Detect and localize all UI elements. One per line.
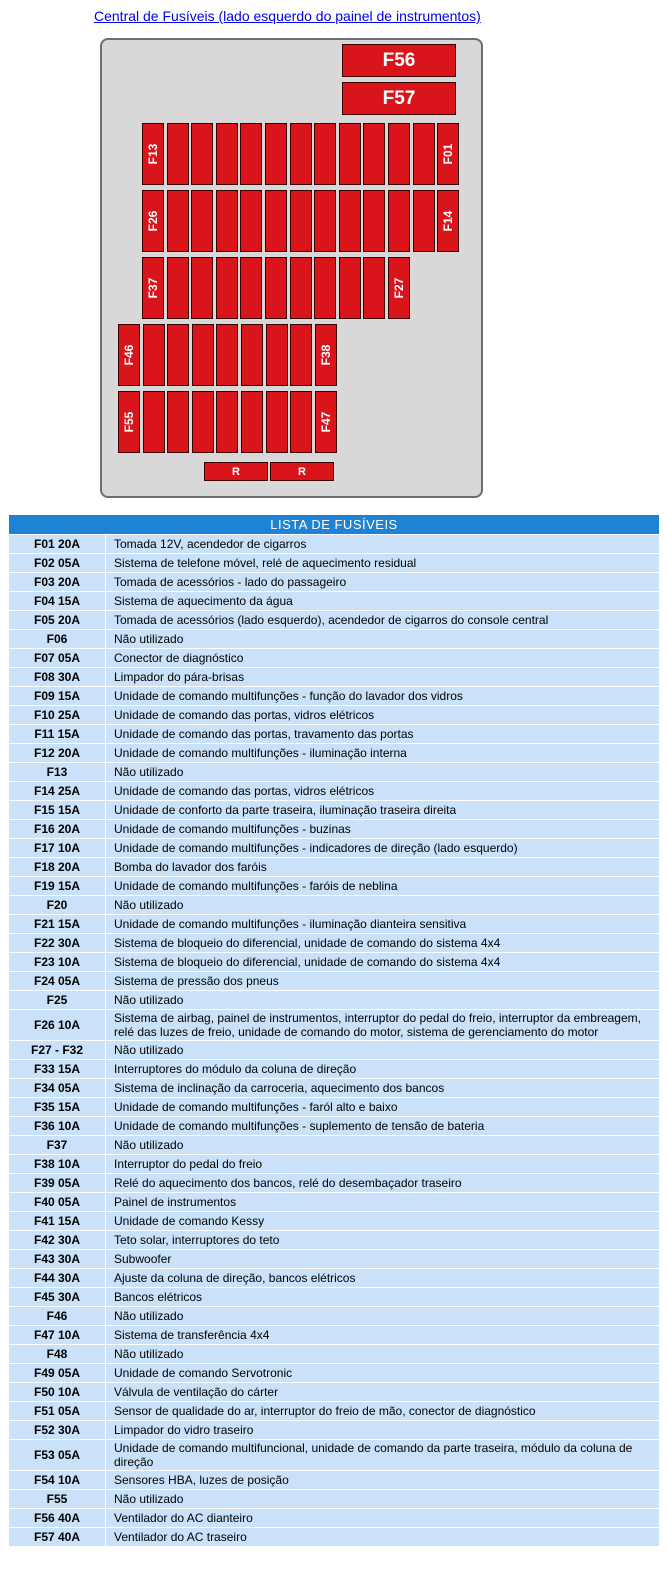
fuse-code: F09 15A [9, 687, 106, 706]
fuse-r5-0-label: F55 [122, 411, 136, 433]
fuse-description: Bancos elétricos [106, 1288, 660, 1307]
fuse-description: Sistema de telefone móvel, relé de aquecimento residual [106, 554, 660, 573]
fuse-r5-3[interactable] [192, 391, 214, 453]
fuse-description: Unidade de conforto da parte traseira, iluminação traseira direita [106, 801, 660, 820]
table-row [9, 1117, 660, 1136]
fuse-r4-4[interactable] [216, 324, 238, 386]
fuse-description: Não utilizado [106, 1041, 660, 1060]
fuse-r3-10[interactable] [388, 257, 410, 319]
fuse-code: F47 10A [9, 1326, 106, 1345]
table-row [9, 801, 660, 820]
table-row [9, 1212, 660, 1231]
table-row [9, 1136, 660, 1155]
fuse-r3-0[interactable] [142, 257, 164, 319]
fuse-code: F39 05A [9, 1174, 106, 1193]
fuse-code: F15 15A [9, 801, 106, 820]
fuse-r1-7[interactable] [314, 123, 336, 185]
fuse-description: Unidade de comando multifunções - iluminação interna [106, 744, 660, 763]
fuse-description: Unidade de comando multifunções - função do lavador dos vidros [106, 687, 660, 706]
table-row [9, 687, 660, 706]
fuse-description: Sistema de aquecimento da água [106, 592, 660, 611]
fuse-description: Unidade de comando Servotronic [106, 1364, 660, 1383]
relay-label: R [298, 465, 306, 478]
fuse-description: Interruptor do pedal do freio [106, 1155, 660, 1174]
table-row [9, 706, 660, 725]
fuse-code: F22 30A [9, 934, 106, 953]
fuse-r2-10[interactable] [388, 190, 410, 252]
fuse-code: F57 40A [9, 1528, 106, 1547]
fuse-r5-1[interactable] [143, 391, 165, 453]
table-row [9, 972, 660, 991]
fuse-code: F40 05A [9, 1193, 106, 1212]
fuse-description: Painel de instrumentos [106, 1193, 660, 1212]
fuse-description: Conector de diagnóstico [106, 649, 660, 668]
fuse-description: Ventilador do AC traseiro [106, 1528, 660, 1547]
fuse-code: F14 25A [9, 782, 106, 801]
fuse-code: F41 15A [9, 1212, 106, 1231]
fuse-r1-10[interactable] [388, 123, 410, 185]
table-row [9, 1079, 660, 1098]
fuse-code: F34 05A [9, 1079, 106, 1098]
fuse-code: F17 10A [9, 839, 106, 858]
fuse-description: Sistema de bloqueio do diferencial, unidade de comando do sistema 4x4 [106, 934, 660, 953]
fuse-r5-8[interactable] [315, 391, 337, 453]
table-row [9, 1490, 660, 1509]
fuse-r2-6[interactable] [290, 190, 312, 252]
fuse-description: Subwoofer [106, 1250, 660, 1269]
fuse-r4-5[interactable] [241, 324, 263, 386]
fuse-description: Unidade de comando das portas, travamento das portas [106, 725, 660, 744]
fuse-description: Unidade de comando multifunções - faróis de neblina [106, 877, 660, 896]
fuse-description: Válvula de ventilação do cárter [106, 1383, 660, 1402]
table-row [9, 668, 660, 687]
fuse-r3-4[interactable] [240, 257, 262, 319]
fuse-code: F20 [9, 896, 106, 915]
fuse-description: Teto solar, interruptores do teto [106, 1231, 660, 1250]
fuse-code: F02 05A [9, 554, 106, 573]
table-row [9, 725, 660, 744]
fuse-description: Unidade de comando multifunções - iluminação dianteira sensitiva [106, 915, 660, 934]
table-row [9, 1440, 660, 1471]
fuse-code: F01 20A [9, 535, 106, 554]
table-row [9, 1098, 660, 1117]
table-row [9, 896, 660, 915]
fuse-code: F48 [9, 1345, 106, 1364]
fuse-r1-4[interactable] [240, 123, 262, 185]
big-fuse-label: F56 [382, 49, 416, 71]
table-row [9, 991, 660, 1010]
table-row [9, 1041, 660, 1060]
table-row [9, 744, 660, 763]
fuse-r1-9[interactable] [363, 123, 385, 185]
fuse-r4-7[interactable] [290, 324, 312, 386]
fuse-description: Tomada de acessórios - lado do passageiro [106, 573, 660, 592]
fuse-code: F37 [9, 1136, 106, 1155]
fuse-description: Tomada 12V, acendedor de cigarros [106, 535, 660, 554]
table-row [9, 1155, 660, 1174]
table-row [9, 1402, 660, 1421]
fuse-r1-8[interactable] [339, 123, 361, 185]
fuse-description: Unidade de comando multifuncional, unidade de comando da parte traseira, módulo da coluna de direção [106, 1440, 660, 1471]
fuse-code: F36 10A [9, 1117, 106, 1136]
fuse-code: F11 15A [9, 725, 106, 744]
fuse-r2-11[interactable] [413, 190, 435, 252]
fuse-r4-1[interactable] [143, 324, 165, 386]
fuse-list-table [8, 514, 660, 1547]
fuse-code: F38 10A [9, 1155, 106, 1174]
table-row [9, 782, 660, 801]
fuse-code: F53 05A [9, 1440, 106, 1471]
fuse-code: F43 30A [9, 1250, 106, 1269]
fuse-r2-0-label: F26 [146, 210, 160, 232]
fuse-description: Não utilizado [106, 991, 660, 1010]
table-row [9, 915, 660, 934]
fuse-r2-5[interactable] [265, 190, 287, 252]
fuse-r2-1[interactable] [167, 190, 189, 252]
fuse-r4-8[interactable] [315, 324, 337, 386]
fuse-description: Não utilizado [106, 1490, 660, 1509]
table-row [9, 1471, 660, 1490]
fuse-r5-4[interactable] [216, 391, 238, 453]
table-row [9, 820, 660, 839]
fuse-description: Relé do aquecimento dos bancos, relé do desembaçador traseiro [106, 1174, 660, 1193]
table-row [9, 1421, 660, 1440]
table-row [9, 535, 660, 554]
fuse-code: F44 30A [9, 1269, 106, 1288]
table-row [9, 1326, 660, 1345]
fuse-description: Sistema de airbag, painel de instrumentos, interruptor do pedal do freio, interruptor da embreagem, relé das luzes de freio, unidade de comando do motor, sistema de gerenciamento do motor [106, 1010, 660, 1041]
fuse-r3-5[interactable] [265, 257, 287, 319]
fuse-code: F23 10A [9, 953, 106, 972]
table-row [9, 1345, 660, 1364]
fuse-r1-0[interactable] [142, 123, 164, 185]
fuse-r5-0[interactable] [118, 391, 140, 453]
fuse-description: Unidade de comando das portas, vidros elétricos [106, 706, 660, 725]
fuse-code: F04 15A [9, 592, 106, 611]
fuse-description: Ajuste da coluna de direção, bancos elétricos [106, 1269, 660, 1288]
fuse-description: Ventilador do AC dianteiro [106, 1509, 660, 1528]
big-fuse-f57[interactable] [342, 82, 456, 115]
fuse-r4-8-label: F38 [318, 344, 333, 366]
fuse-code: F21 15A [9, 915, 106, 934]
table-row [9, 839, 660, 858]
fuse-r2-8[interactable] [339, 190, 361, 252]
table-row [9, 1193, 660, 1212]
table-row [9, 763, 660, 782]
fuse-code: F51 05A [9, 1402, 106, 1421]
fuse-code: F46 [9, 1307, 106, 1326]
table-row [9, 1269, 660, 1288]
fuse-r3-1[interactable] [167, 257, 189, 319]
fuse-description: Interruptores do módulo da coluna de direção [106, 1060, 660, 1079]
fuse-code: F10 25A [9, 706, 106, 725]
big-fuse-label: F57 [382, 87, 416, 109]
table-row [9, 1060, 660, 1079]
fuse-code: F19 15A [9, 877, 106, 896]
fuse-r2-4[interactable] [240, 190, 262, 252]
fuse-code: F33 15A [9, 1060, 106, 1079]
fuse-r3-7[interactable] [314, 257, 336, 319]
fusebox-title-link[interactable]: Central de Fusíveis (lado esquerdo do painel de instrumentos) [94, 8, 481, 24]
fuse-code: F49 05A [9, 1364, 106, 1383]
fuse-description: Unidade de comando multifunções - indicadores de direção (lado esquerdo) [106, 839, 660, 858]
fuse-code: F52 30A [9, 1421, 106, 1440]
fuse-description: Sensores HBA, luzes de posição [106, 1471, 660, 1490]
fuse-r4-2[interactable] [167, 324, 189, 386]
fuse-description: Tomada de acessórios (lado esquerdo), acendedor de cigarros do console central [106, 611, 660, 630]
fuse-code: F06 [9, 630, 106, 649]
fuse-r2-0[interactable] [142, 190, 164, 252]
fuse-description: Unidade de comando multifunções - suplemento de tensão de bateria [106, 1117, 660, 1136]
fuse-r2-7[interactable] [314, 190, 336, 252]
relay-1[interactable] [204, 462, 268, 481]
fuse-description: Limpador do vidro traseiro [106, 1421, 660, 1440]
fuse-code: F35 15A [9, 1098, 106, 1117]
fuse-code: F08 30A [9, 668, 106, 687]
fuse-code: F50 10A [9, 1383, 106, 1402]
fuse-description: Bomba do lavador dos faróis [106, 858, 660, 877]
fuse-description: Unidade de comando multifunções - faról alto e baixo [106, 1098, 660, 1117]
fuse-r3-2[interactable] [191, 257, 213, 319]
fuse-r2-3[interactable] [216, 190, 238, 252]
relay-2[interactable] [270, 462, 334, 481]
fuse-r2-9[interactable] [363, 190, 385, 252]
table-row [9, 554, 660, 573]
fuse-description: Não utilizado [106, 1307, 660, 1326]
table-row [9, 953, 660, 972]
fuse-code: F26 10A [9, 1010, 106, 1041]
fuse-code: F12 20A [9, 744, 106, 763]
fusebox-diagram [100, 38, 483, 498]
table-row [9, 1174, 660, 1193]
fuse-r2-12-label: F14 [441, 210, 456, 232]
fuse-code: F24 05A [9, 972, 106, 991]
fuse-r1-12-label: F01 [441, 143, 456, 165]
fuse-r5-5[interactable] [241, 391, 263, 453]
table-row [9, 573, 660, 592]
table-row [9, 1231, 660, 1250]
table-row [9, 611, 660, 630]
table-row [9, 934, 660, 953]
table-row [9, 877, 660, 896]
fuse-description: Sistema de inclinação da carroceria, aquecimento dos bancos [106, 1079, 660, 1098]
fuse-description: Unidade de comando das portas, vidros elétricos [106, 782, 660, 801]
table-row [9, 1288, 660, 1307]
fuse-r5-6[interactable] [266, 391, 288, 453]
fuse-code: F45 30A [9, 1288, 106, 1307]
fuse-description: Sistema de pressão dos pneus [106, 972, 660, 991]
table-row [9, 1307, 660, 1326]
relay-label: R [232, 465, 240, 478]
fuse-description: Sistema de transferência 4x4 [106, 1326, 660, 1345]
fuse-r1-1[interactable] [167, 123, 189, 185]
fuse-description: Não utilizado [106, 1345, 660, 1364]
fuse-r4-6[interactable] [266, 324, 288, 386]
fuse-list-header: LISTA DE FUSÍVEIS [9, 515, 660, 535]
fuse-code: F03 20A [9, 573, 106, 592]
fuse-code: F54 10A [9, 1471, 106, 1490]
fuse-code: F05 20A [9, 611, 106, 630]
fuse-r3-3[interactable] [216, 257, 238, 319]
table-row [9, 1383, 660, 1402]
table-row [9, 1509, 660, 1528]
table-row [9, 630, 660, 649]
table-row [9, 649, 660, 668]
fuse-r1-3[interactable] [216, 123, 238, 185]
fuse-description: Não utilizado [106, 896, 660, 915]
fuse-code: F42 30A [9, 1231, 106, 1250]
table-row [9, 1364, 660, 1383]
fuse-r4-3[interactable] [192, 324, 214, 386]
fuse-code: F27 - F32 [9, 1041, 106, 1060]
big-fuse-f56[interactable] [342, 44, 456, 77]
fuse-r1-0-label: F13 [146, 143, 160, 165]
fuse-code: F18 20A [9, 858, 106, 877]
fuse-r5-8-label: F47 [318, 411, 333, 433]
fuse-r1-12[interactable] [437, 123, 459, 185]
fuse-r3-6[interactable] [290, 257, 312, 319]
fuse-code: F56 40A [9, 1509, 106, 1528]
fuse-r3-9[interactable] [363, 257, 385, 319]
fuse-r5-2[interactable] [167, 391, 189, 453]
fuse-description: Não utilizado [106, 630, 660, 649]
fuse-description: Não utilizado [106, 1136, 660, 1155]
table-row [9, 1010, 660, 1041]
fuse-r4-0-label: F46 [122, 344, 136, 366]
fuse-r3-0-label: F37 [146, 277, 160, 299]
table-row [9, 1250, 660, 1269]
fuse-description: Unidade de comando multifunções - buzinas [106, 820, 660, 839]
fuse-r4-0[interactable] [118, 324, 140, 386]
table-row [9, 592, 660, 611]
fuse-r1-11[interactable] [413, 123, 435, 185]
fuse-description: Limpador do pára-brisas [106, 668, 660, 687]
fuse-code: F13 [9, 763, 106, 782]
fuse-code: F25 [9, 991, 106, 1010]
fuse-description: Unidade de comando Kessy [106, 1212, 660, 1231]
fuse-description: Sistema de bloqueio do diferencial, unidade de comando do sistema 4x4 [106, 953, 660, 972]
fuse-r1-2[interactable] [191, 123, 213, 185]
fuse-r2-2[interactable] [191, 190, 213, 252]
fuse-r1-5[interactable] [265, 123, 287, 185]
fuse-code: F07 05A [9, 649, 106, 668]
fuse-description: Sensor de qualidade do ar, interruptor do freio de mão, conector de diagnóstico [106, 1402, 660, 1421]
fuse-r3-10-label: F27 [392, 277, 406, 299]
table-row [9, 858, 660, 877]
fuse-r5-7[interactable] [290, 391, 312, 453]
table-row [9, 1528, 660, 1547]
fuse-r3-8[interactable] [339, 257, 361, 319]
fuse-r1-6[interactable] [290, 123, 312, 185]
fuse-code: F16 20A [9, 820, 106, 839]
fuse-description: Não utilizado [106, 763, 660, 782]
fuse-r2-12[interactable] [437, 190, 459, 252]
fuse-code: F55 [9, 1490, 106, 1509]
